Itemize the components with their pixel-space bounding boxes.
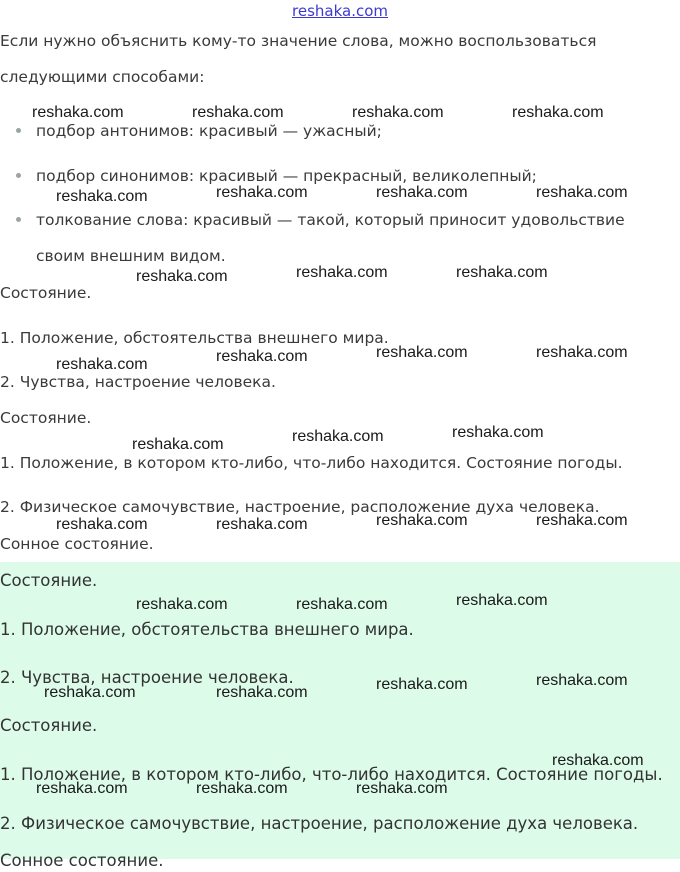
watermark: reshaka.com [536,344,628,361]
bullet-icon [16,173,21,178]
watermark: reshaka.com [536,672,628,689]
watermark: reshaka.com [32,104,124,121]
answer-definition-1-1: 1. Положение, обстоятельства внешнего мира. [0,620,414,639]
watermark: reshaka.com [376,512,468,529]
definition-2-1: 1. Положение, в котором кто-либо, что-либо находится. Состояние погоды. [0,454,623,472]
intro-line-1: Если нужно объяснить кому-то значение слова, можно воспользоваться [0,32,597,50]
answer-definition-1-2: 2. Чувства, настроение человека. [0,668,294,687]
answer-definition-2-2: 2. Физическое самочувствие, настроение, расположение духа человека. [0,814,639,833]
watermark: reshaka.com [216,516,308,533]
intro-line-2: следующими способами: [0,68,205,86]
watermark: reshaka.com [296,596,388,613]
watermark: reshaka.com [56,516,148,533]
definition-2-2: 2. Физическое самочувствие, настроение, расположение духа человека. [0,498,600,516]
watermark: reshaka.com [536,184,628,201]
word-2: Состояние. [0,409,92,427]
watermark: reshaka.com [56,188,148,205]
watermark: reshaka.com [36,780,128,797]
watermark: reshaka.com [136,596,228,613]
watermark: reshaka.com [196,780,288,797]
site-link[interactable]: reshaka.com [292,2,388,20]
watermark: reshaka.com [456,264,548,281]
watermark: reshaka.com [552,752,644,769]
answer-word-2: Состояние. [0,716,98,735]
watermark: reshaka.com [376,344,468,361]
watermark: reshaka.com [376,676,468,693]
watermark: reshaka.com [352,104,444,121]
word-1: Состояние. [0,284,92,302]
watermark: reshaka.com [192,104,284,121]
watermark: reshaka.com [296,264,388,281]
method-definition-cont: своим внешним видом. [36,247,226,265]
method-antonyms: подбор антонимов: красивый — ужасный; [36,122,382,140]
watermark: reshaka.com [216,684,308,701]
watermark: reshaka.com [132,436,224,453]
watermark: reshaka.com [44,684,136,701]
watermark: reshaka.com [216,184,308,201]
bullet-icon [16,128,21,133]
watermark: reshaka.com [512,104,604,121]
bullet-icon [16,217,21,222]
watermark: reshaka.com [452,424,544,441]
watermark: reshaka.com [56,356,148,373]
watermark: reshaka.com [356,780,448,797]
answer-word-1: Состояние. [0,571,98,590]
answer-example-phrase: Сонное состояние. [0,851,164,870]
method-definition: толкование слова: красивый — такой, который приносит удовольствие [36,211,625,229]
watermark: reshaka.com [376,184,468,201]
answer-definition-2-1: 1. Положение, в котором кто-либо, что-либо находится. Состояние погоды. [0,765,663,784]
watermark: reshaka.com [216,348,308,365]
definition-1-1: 1. Положение, обстоятельства внешнего мира. [0,329,389,347]
definition-1-2: 2. Чувства, настроение человека. [0,373,276,391]
example-phrase: Сонное состояние. [0,535,154,553]
watermark: reshaka.com [136,268,228,285]
watermark: reshaka.com [536,512,628,529]
watermark: reshaka.com [456,592,548,609]
site-header[interactable] [0,2,680,20]
method-synonyms: подбор синонимов: красивый — прекрасный, великолепный; [36,167,537,185]
watermark: reshaka.com [292,428,384,445]
